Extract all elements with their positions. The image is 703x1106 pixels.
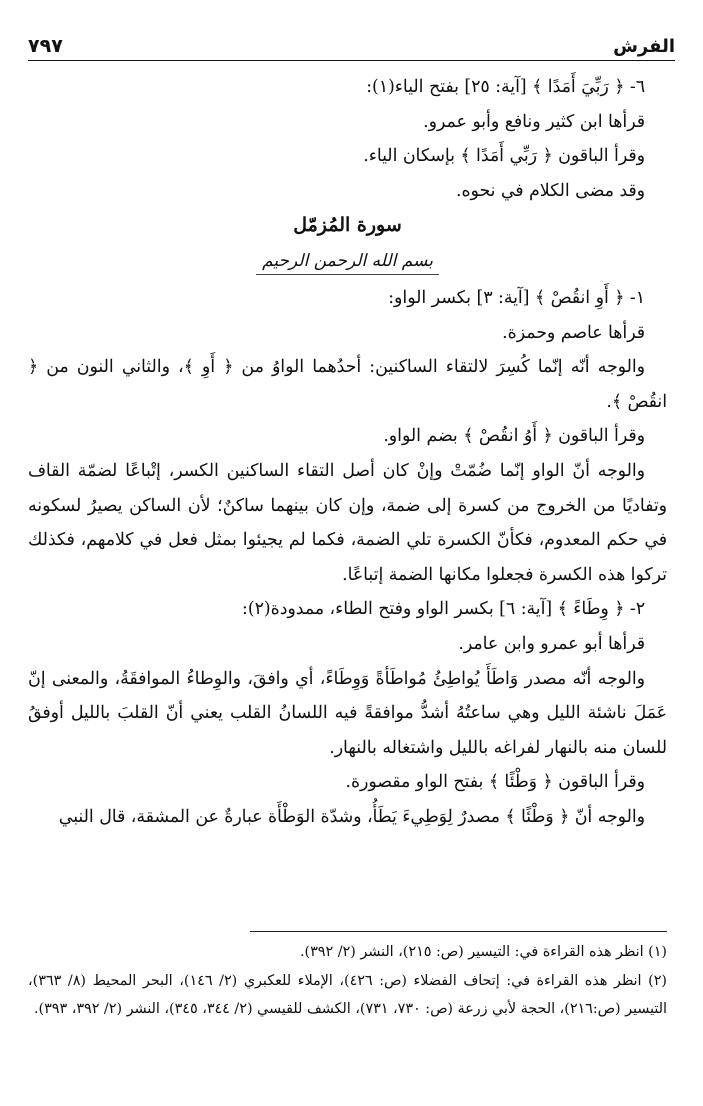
page-number: ٧٩٧ [28,35,63,57]
reading-entry-2: ٢- ﴿ وِطَاءً ﴾ [آية: ٦] بكسر الواو وفتح الطاء، ممدودة(٢): [242,599,645,620]
text-line: قرأها أبو عمرو وابن عامر. [458,633,645,654]
text-line: وقرأ الباقون ﴿ أَوُ انقُصْ ﴾ بضم الواو. [383,426,645,447]
text-line: وقرأ الباقون ﴿ وَطْئًا ﴾ بفتح الواو مقصورة. [345,772,645,793]
surah-title: سورة المُزمّل [293,214,402,237]
footnote-1: (١) انظر هذه القراءة في: التيسير (ص: ٢١٥)، النشر (٢/ ٣٩٢). [300,944,667,960]
section-title: الفرش [613,35,675,57]
text-line: وقرأ الباقون ﴿ رَبِّي أَمَدًا ﴾ بإسكان الياء. [363,146,645,167]
footnote-divider [250,931,667,932]
explanation-paragraph: والوجه أنّ الواو إنّما ضُمّتْ وإنْ كان أصل التقاء الساكنين الكسر، إتْباعًا لضمّة القاف وتفاديًا من الخروج من كسرة إلى ضمة، وإن كان بينهما ساكنٌ؛ لأن الساكن يصيرُ لسكونه في حكم المعدوم، فكأنّ الكسرة تلي الضمة، فكما لم يجيئوا بمثل فعل في كلامهم، فكذلك تركوا هذه الكسرة فجعلوا مكانها الضمة إتباعًا. [28,460,667,585]
text-line: وقد مضى الكلام في نحوه. [455,180,645,201]
reading-entry-6: ٦- ﴿ رَبِّيَ أَمَدًا ﴾ [آية: ٢٥] بفتح الياء(١): [366,77,645,97]
basmala-line [28,244,667,281]
reading-entry-1: ١- ﴿ أَوِ انقُصْ ﴾ [آية: ٣] بكسر الواو: [388,287,645,308]
explanation-paragraph: والوجه أنّ ﴿ وَطْئًا ﴾ مصدرٌ لِوَطِيءَ يَطَأُ، وشدّة الوَطْأَة عبارةٌ عن المشقة، قال النبي [58,806,645,827]
explanation-paragraph: والوجه أنّه إنّما كُسِرَ لالتقاء الساكنين: أحدُهما الواوُ من ﴿ أَوِ ﴾، والثاني النون من ﴿ انقُصْ ﴾. [28,357,667,412]
explanation-paragraph: والوجه أنّه مصدر وَاطَأَ يُواطِئُ مُواطَأةً وَوِطَاءً، أي وافقَ، والوِطاءُ الموافقَةُ، والمعنى إنّ عَمَلَ ناشئة الليل وهي ساعتُهُ أشدُّ موافقةً فيه اللسانُ القلب يعني أنّ القلبَ بالليل أوفقُ للسان منه بالنهار لفراغه بالليل واشتغاله بالنهار. [28,668,667,758]
basmala: بسم الله الرحمن الرحيم [256,248,439,275]
surah-heading [28,208,667,244]
footnote-2: (٢) انظر هذه القراءة في: إتحاف الفضلاء (ص: ٤٢٦)، الإملاء للعكبري (٢/ ١٤٦)، البحر المحيط (٨/ ٣٦٣)، التيسير (ص:٢١٦)، الحجة لأبي زرعة (ص: ٧٣٠، ٧٣١)، الكشف للقيسي (٢/ ٣٤٤، ٣٤٥)، النشر (٢/ ٣٩٢، ٣٩٣). [28,972,667,1017]
text-line: قرأها ابن كثير ونافع وأبو عمرو. [423,111,645,132]
main-text [28,70,667,834]
running-header [28,32,675,61]
footnotes [28,938,667,1024]
text-line: قرأها عاصم وحمزة. [502,322,645,343]
